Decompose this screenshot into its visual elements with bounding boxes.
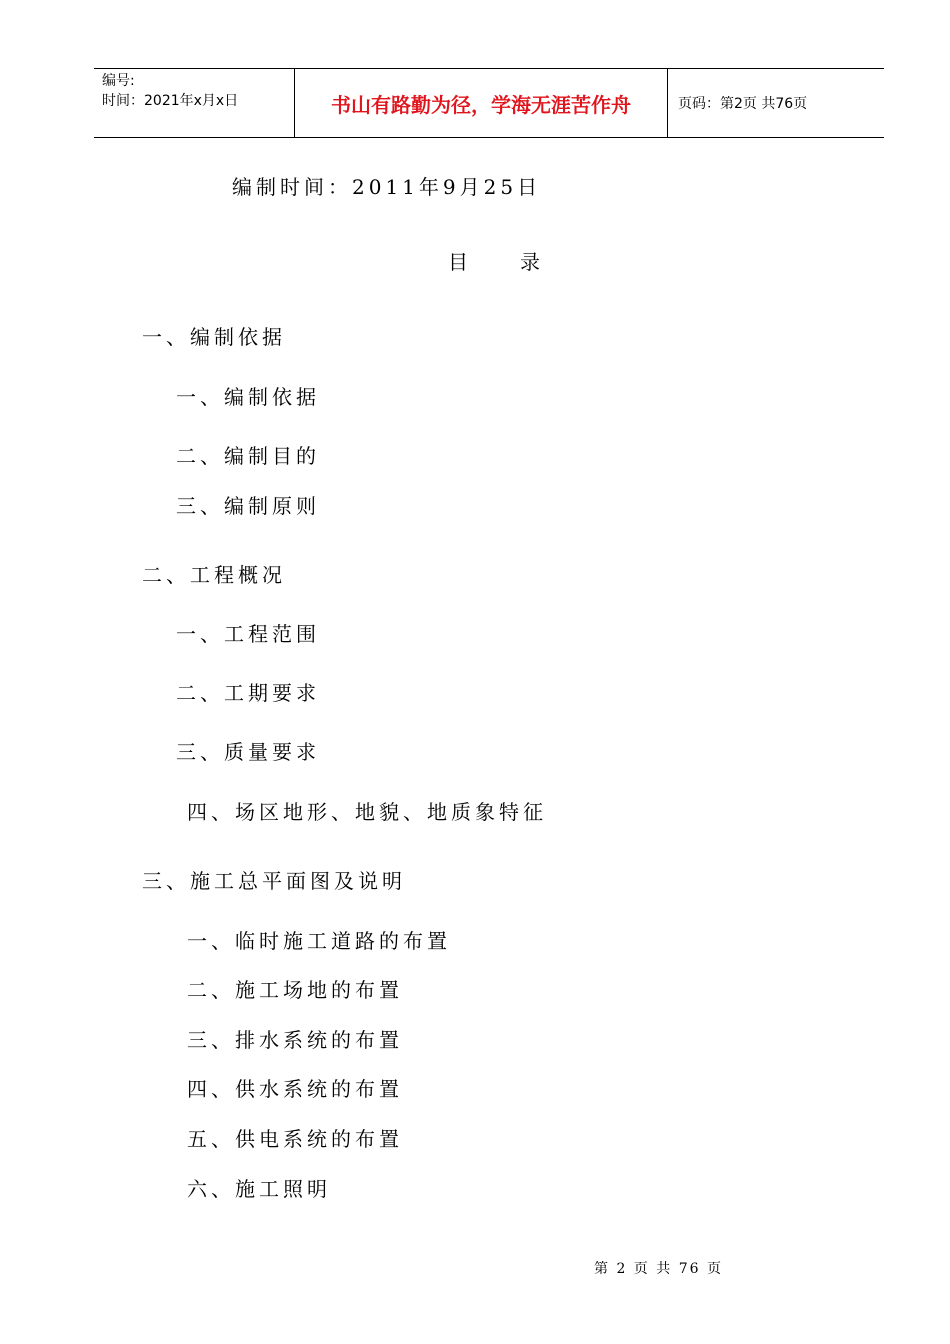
toc-section-1: 一、编制依据 bbox=[142, 325, 286, 349]
header-divider bbox=[667, 69, 668, 137]
toc-item: 四、场区地形、地貌、地质象特征 bbox=[187, 800, 547, 824]
toc-item: 二、编制目的 bbox=[176, 444, 320, 468]
header-time: 时间：2021年x月x日 bbox=[102, 93, 239, 109]
toc-item: 五、供电系统的布置 bbox=[187, 1127, 403, 1151]
toc-item: 三、编制原则 bbox=[176, 494, 320, 518]
toc-item: 二、工期要求 bbox=[176, 681, 320, 705]
header-meta bbox=[102, 71, 238, 111]
header-motto: 书山有路勤为径，学海无涯苦作舟 bbox=[331, 92, 631, 117]
toc-item: 三、质量要求 bbox=[176, 740, 320, 764]
toc-title: 目 录 bbox=[448, 250, 544, 274]
toc-item: 一、工程范围 bbox=[176, 622, 320, 646]
toc-section-3: 三、施工总平面图及说明 bbox=[142, 869, 406, 893]
toc-section-2: 二、工程概况 bbox=[142, 563, 286, 587]
toc-item: 三、排水系统的布置 bbox=[187, 1028, 403, 1052]
toc-item: 一、临时施工道路的布置 bbox=[187, 929, 451, 953]
toc-item: 六、施工照明 bbox=[187, 1177, 331, 1201]
toc-item: 二、施工场地的布置 bbox=[187, 978, 403, 1002]
page-footer: 第 2 页 共 76 页 bbox=[594, 1261, 723, 1277]
header-page-number: 页码：第2页 共76页 bbox=[678, 96, 808, 112]
header-number: 编号: bbox=[102, 73, 135, 89]
page-header bbox=[94, 68, 884, 138]
toc-item: 一、编制依据 bbox=[176, 385, 320, 409]
compile-time: 编制时间：2011年9月25日 bbox=[232, 175, 542, 199]
toc-item: 四、供水系统的布置 bbox=[187, 1077, 403, 1101]
